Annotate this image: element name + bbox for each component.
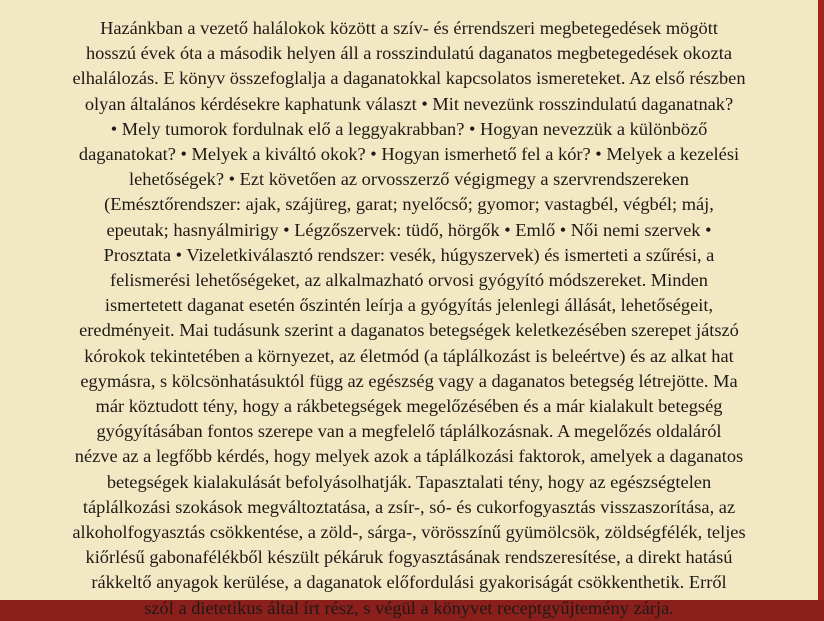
blurb-line: Hazánkban a vezető halálokok között a szív- és érrendszeri megbetegedések mögött	[100, 18, 718, 38]
blurb-line: táplálkozási szokások megváltoztatása, a zsír-, só- és cukorfogyasztás visszaszorítása, az	[82, 496, 736, 517]
blurb-line: már köztudott tény, hogy a rákbetegségek megelőzésében és a már kialakult betegség	[95, 396, 723, 417]
blurb-line: eredményeit. Mai tudásunk szerint a daganatos betegségek keletkezésében szerepet játszó	[79, 320, 739, 341]
blurb-line: ismertetett daganat esetén őszintén leírja a gyógyítás jelenlegi állását, lehetőségeit,	[104, 295, 714, 316]
blurb-line: hosszú évek óta a második helyen áll a rosszindulatú daganatos megbetegedések okozta	[85, 43, 733, 64]
blurb-text	[14, 16, 804, 621]
blurb-line: egymásra, s kölcsönhatásuktól függ az egészség vagy a daganatos betegség létrejötte. Ma	[80, 370, 738, 391]
blurb-line: (Emésztőrendszer: ajak, szájüreg, garat; nyelőcső; gyomor; vastagbél, végbél; máj,	[104, 194, 714, 215]
blurb-line: betegségek kialakulását befolyásolhatják. Tapasztalati tény, hogy az egészségtelen	[106, 471, 712, 492]
blurb-line: lehetőségek? • Ezt követően az orvosszerző végigmegy a szervrendszereken	[129, 169, 689, 190]
cover-edge-strip	[818, 0, 824, 600]
blurb-line: epeutak; hasnyálmirigy • Légzőszervek: tüdő, hörgők • Emlő • Női nemi szervek •	[106, 219, 712, 240]
blurb-line: • Mely tumorok fordulnak elő a leggyakrabban? • Hogyan nevezzük a különböző	[110, 118, 708, 139]
blurb-line: gyógyításában fontos szerepe van a megfelelő táplálkozásnak. A megelőzés oldaláról	[96, 421, 722, 442]
blurb-line: felismerési lehetőségeket, az alkalmazható orvosi gyógyító módszereket. Minden	[109, 270, 708, 291]
blurb-line: kórokok tekintetében a környezet, az életmód (a táplálkozást is beleértve) és az alkat hat	[84, 345, 734, 366]
blurb-line: daganatokat? • Melyek a kiváltó okok? • Hogyan ismerhető fel a kór? • Melyek a kezelési	[78, 144, 740, 165]
blurb-line: nézve az a legfőbb kérdés, hogy melyek azok a táplálkozási faktorok, amelyek a daganatos	[74, 446, 744, 467]
blurb-line: olyan általános kérdésekre kaphatunk választ • Mit nevezünk rosszindulatú daganatnak?	[84, 93, 734, 114]
blurb-line: kiőrlésű gabonafélékből készült pékáruk fogyasztásának rendszeresítése, a direkt hatású	[85, 547, 733, 568]
blurb-line: szól a dietetikus által írt rész, s végül a könyvet receptgyűjtemény zárja.	[144, 597, 674, 618]
blurb-line: Prosztata • Vizeletkiválasztó rendszer: vesék, húgyszervek) és ismerteti a szűrési, a	[103, 244, 715, 265]
blurb-line: elhalálozás. E könyv összefoglalja a daganatokkal kapcsolatos ismereteket. Az első részben	[72, 68, 746, 89]
blurb-line: rákkeltő anyagok kerülése, a daganatok előfordulási gyakoriságát csökkenthetik. Erről	[91, 572, 727, 593]
blurb-line: alkoholfogyasztás csökkentése, a zöld-, sárga-, vörösszínű gyümölcsök, zöldségfélék, teljes	[72, 522, 746, 543]
